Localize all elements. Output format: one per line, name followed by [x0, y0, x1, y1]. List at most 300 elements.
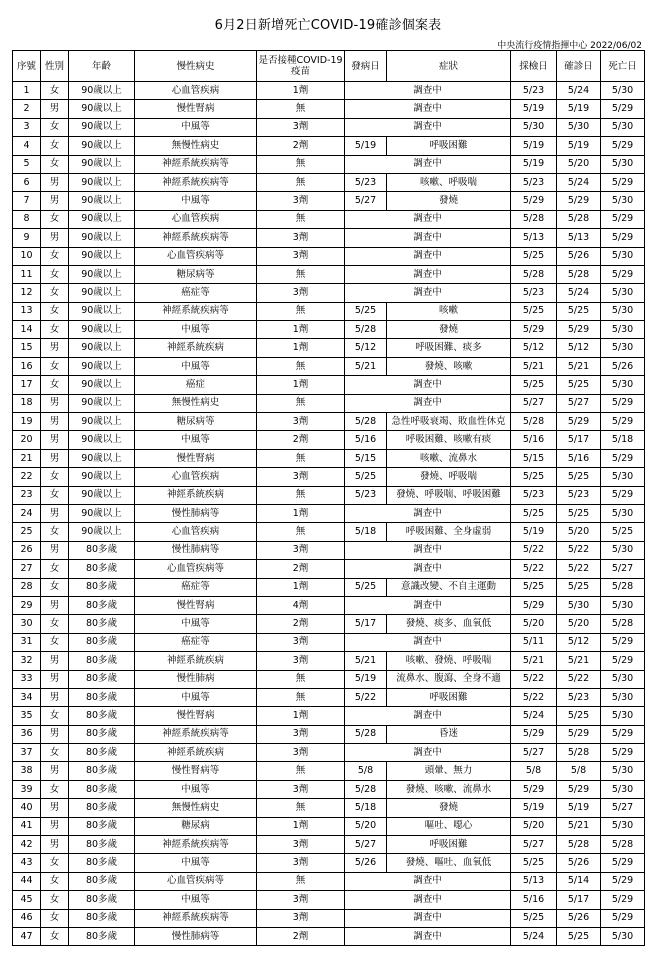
table-row [13, 817, 645, 835]
cell-death-date: 5/29 [601, 210, 645, 228]
cell-confirm-date: 5/16 [557, 449, 601, 467]
cell-sample-date: 5/27 [511, 744, 557, 762]
cell-onset: 5/23 [345, 173, 387, 191]
cell-confirm-date: 5/30 [557, 118, 601, 136]
cell-sex: 女 [41, 357, 69, 375]
cell-death-date: 5/30 [601, 762, 645, 780]
cell-no: 2 [13, 100, 41, 118]
cell-vaccine: 無 [257, 670, 345, 688]
cell-sample-date: 5/25 [511, 854, 557, 872]
cell-symptom: 調查中 [345, 265, 511, 283]
cell-confirm-date: 5/25 [557, 376, 601, 394]
cell-symptom: 調查中 [345, 118, 511, 136]
cell-onset: 5/22 [345, 688, 387, 706]
cell-sample-date: 5/16 [511, 891, 557, 909]
cell-sample-date: 5/24 [511, 707, 557, 725]
cell-sample-date: 5/12 [511, 339, 557, 357]
cell-history: 心血管疾病等 [135, 247, 257, 265]
cell-confirm-date: 5/12 [557, 339, 601, 357]
cell-death-date: 5/29 [601, 100, 645, 118]
table-row [13, 504, 645, 522]
cell-sex: 男 [41, 192, 69, 210]
cell-sex: 男 [41, 836, 69, 854]
cell-vaccine: 3劑 [257, 247, 345, 265]
cell-death-date: 5/28 [601, 578, 645, 596]
cell-history: 慢性肺病 [135, 670, 257, 688]
cell-sex: 女 [41, 210, 69, 228]
table-row [13, 265, 645, 283]
cell-death-date: 5/30 [601, 302, 645, 320]
cell-no: 31 [13, 633, 41, 651]
cell-vaccine: 2劑 [257, 927, 345, 945]
cell-sex: 女 [41, 82, 69, 100]
table-row [13, 413, 645, 431]
cell-sample-date: 5/25 [511, 376, 557, 394]
table-row [13, 725, 645, 743]
cell-age: 80多歲 [69, 817, 135, 835]
cell-confirm-date: 5/20 [557, 523, 601, 541]
cell-history: 神經系統疾病等 [135, 173, 257, 191]
cell-no: 18 [13, 394, 41, 412]
cell-history: 中風等 [135, 780, 257, 798]
cell-age: 80多歲 [69, 633, 135, 651]
cell-no: 6 [13, 173, 41, 191]
table-row [13, 155, 645, 173]
cell-death-date: 5/30 [601, 118, 645, 136]
cell-sex: 男 [41, 541, 69, 559]
cell-no: 9 [13, 229, 41, 247]
cell-age: 80多歲 [69, 891, 135, 909]
cell-sex: 男 [41, 817, 69, 835]
cell-confirm-date: 5/26 [557, 247, 601, 265]
cell-death-date: 5/30 [601, 707, 645, 725]
cell-confirm-date: 5/25 [557, 302, 601, 320]
cell-no: 19 [13, 413, 41, 431]
cell-vaccine: 3劑 [257, 909, 345, 927]
cell-age: 80多歲 [69, 725, 135, 743]
cell-sex: 女 [41, 321, 69, 339]
cell-vaccine: 無 [257, 762, 345, 780]
cell-death-date: 5/30 [601, 817, 645, 835]
table-row [13, 229, 645, 247]
cell-death-date: 5/29 [601, 725, 645, 743]
cell-sex: 女 [41, 891, 69, 909]
cell-death-date: 5/30 [601, 376, 645, 394]
table-row [13, 210, 645, 228]
cell-confirm-date: 5/14 [557, 872, 601, 890]
cell-death-date: 5/29 [601, 394, 645, 412]
cell-no: 47 [13, 927, 41, 945]
cell-history: 中風等 [135, 891, 257, 909]
table-row [13, 891, 645, 909]
cell-age: 80多歲 [69, 836, 135, 854]
cell-sex: 男 [41, 688, 69, 706]
cell-sample-date: 5/23 [511, 173, 557, 191]
cell-sex: 男 [41, 799, 69, 817]
cell-confirm-date: 5/19 [557, 137, 601, 155]
cell-confirm-date: 5/28 [557, 744, 601, 762]
cell-history: 心血管疾病等 [135, 872, 257, 890]
table-row [13, 688, 645, 706]
cell-confirm-date: 5/8 [557, 762, 601, 780]
cell-vaccine: 3劑 [257, 468, 345, 486]
cell-symptom: 調查中 [345, 155, 511, 173]
cell-symptom: 流鼻水、腹瀉、全身不適 [387, 670, 511, 688]
cell-history: 慢性腎病 [135, 449, 257, 467]
cell-sex: 女 [41, 376, 69, 394]
cell-confirm-date: 5/26 [557, 909, 601, 927]
cell-symptom: 發燒、呼吸喘、呼吸困難 [387, 486, 511, 504]
cell-symptom: 咳嗽、流鼻水 [387, 449, 511, 467]
table-row [13, 82, 645, 100]
header-vaccine: 是否接種COVID-19疫苗 [257, 51, 345, 82]
cell-confirm-date: 5/24 [557, 173, 601, 191]
cell-no: 23 [13, 486, 41, 504]
table-row [13, 670, 645, 688]
cell-history: 心血管疾病等 [135, 560, 257, 578]
cell-sample-date: 5/8 [511, 762, 557, 780]
cell-vaccine: 3劑 [257, 284, 345, 302]
cell-death-date: 5/29 [601, 265, 645, 283]
cell-no: 17 [13, 376, 41, 394]
table-row [13, 431, 645, 449]
cell-death-date: 5/25 [601, 523, 645, 541]
cell-symptom: 調查中 [345, 927, 511, 945]
cell-symptom: 調查中 [345, 633, 511, 651]
cell-history: 癌症等 [135, 284, 257, 302]
cell-history: 心血管疾病 [135, 523, 257, 541]
cell-sex: 女 [41, 265, 69, 283]
cell-sample-date: 5/20 [511, 817, 557, 835]
cell-symptom: 呼吸困難、全身虛弱 [387, 523, 511, 541]
cell-death-date: 5/30 [601, 321, 645, 339]
cell-symptom: 調查中 [345, 560, 511, 578]
cell-onset: 5/21 [345, 652, 387, 670]
cell-sex: 女 [41, 137, 69, 155]
cell-death-date: 5/28 [601, 615, 645, 633]
cell-age: 90歲以上 [69, 118, 135, 136]
cell-no: 29 [13, 596, 41, 614]
cell-age: 90歲以上 [69, 247, 135, 265]
cell-sample-date: 5/29 [511, 192, 557, 210]
table-row [13, 762, 645, 780]
table-row [13, 284, 645, 302]
cell-age: 90歲以上 [69, 504, 135, 522]
cell-vaccine: 無 [257, 449, 345, 467]
table-row [13, 339, 645, 357]
cell-age: 90歲以上 [69, 486, 135, 504]
cell-no: 40 [13, 799, 41, 817]
cell-confirm-date: 5/29 [557, 725, 601, 743]
cell-no: 16 [13, 357, 41, 375]
cell-death-date: 5/30 [601, 504, 645, 522]
cell-vaccine: 3劑 [257, 725, 345, 743]
cell-symptom: 急性呼吸衰竭、敗血性休克 [387, 413, 511, 431]
table-row [13, 707, 645, 725]
cell-vaccine: 1劑 [257, 339, 345, 357]
cell-symptom: 發燒、咳嗽 [387, 357, 511, 375]
cell-sample-date: 5/27 [511, 836, 557, 854]
cell-age: 90歲以上 [69, 376, 135, 394]
cell-vaccine: 3劑 [257, 891, 345, 909]
cell-no: 11 [13, 265, 41, 283]
cell-onset: 5/27 [345, 836, 387, 854]
cell-age: 80多歲 [69, 927, 135, 945]
cell-sex: 女 [41, 560, 69, 578]
table-row [13, 376, 645, 394]
cell-no: 1 [13, 82, 41, 100]
cell-vaccine: 無 [257, 357, 345, 375]
cell-age: 90歲以上 [69, 192, 135, 210]
cell-history: 慢性肺病等 [135, 504, 257, 522]
table-row [13, 541, 645, 559]
cell-history: 慢性肺病等 [135, 541, 257, 559]
cell-history: 慢性腎病 [135, 707, 257, 725]
cell-symptom: 調查中 [345, 744, 511, 762]
table-row [13, 394, 645, 412]
cell-age: 80多歲 [69, 578, 135, 596]
cell-symptom: 調查中 [345, 229, 511, 247]
cell-death-date: 5/29 [601, 652, 645, 670]
cell-sample-date: 5/25 [511, 909, 557, 927]
table-row [13, 633, 645, 651]
cell-age: 80多歲 [69, 541, 135, 559]
cell-onset: 5/25 [345, 578, 387, 596]
cell-confirm-date: 5/23 [557, 688, 601, 706]
cell-no: 46 [13, 909, 41, 927]
cell-sex: 女 [41, 247, 69, 265]
cell-no: 34 [13, 688, 41, 706]
cell-confirm-date: 5/13 [557, 229, 601, 247]
cell-history: 中風等 [135, 615, 257, 633]
cell-age: 90歲以上 [69, 284, 135, 302]
cell-sex: 男 [41, 394, 69, 412]
cell-symptom: 調查中 [345, 909, 511, 927]
cell-symptom: 調查中 [345, 891, 511, 909]
cell-sample-date: 5/22 [511, 688, 557, 706]
table-row [13, 449, 645, 467]
cell-confirm-date: 5/25 [557, 504, 601, 522]
cell-age: 90歲以上 [69, 100, 135, 118]
cell-sample-date: 5/15 [511, 449, 557, 467]
cell-symptom: 調查中 [345, 394, 511, 412]
cell-history: 神經系統疾病 [135, 744, 257, 762]
cell-no: 3 [13, 118, 41, 136]
cell-sex: 男 [41, 229, 69, 247]
cell-confirm-date: 5/19 [557, 100, 601, 118]
cell-sample-date: 5/25 [511, 468, 557, 486]
cell-history: 神經系統疾病等 [135, 836, 257, 854]
header-death-date: 死亡日 [601, 51, 645, 82]
table-row [13, 578, 645, 596]
cell-sample-date: 5/19 [511, 155, 557, 173]
cell-confirm-date: 5/24 [557, 284, 601, 302]
cell-history: 糖尿病 [135, 817, 257, 835]
cell-sex: 男 [41, 431, 69, 449]
cell-symptom: 頭暈、無力 [387, 762, 511, 780]
cell-confirm-date: 5/25 [557, 468, 601, 486]
cell-no: 13 [13, 302, 41, 320]
table-row [13, 909, 645, 927]
cell-symptom: 呼吸困難 [387, 688, 511, 706]
cell-sex: 男 [41, 449, 69, 467]
cell-sample-date: 5/30 [511, 118, 557, 136]
cell-symptom: 發燒、咳嗽、流鼻水 [387, 780, 511, 798]
cell-age: 90歲以上 [69, 173, 135, 191]
cell-death-date: 5/27 [601, 560, 645, 578]
cell-symptom: 發燒、痰多、血氧低 [387, 615, 511, 633]
cell-sex: 男 [41, 100, 69, 118]
cell-vaccine: 無 [257, 100, 345, 118]
cell-confirm-date: 5/17 [557, 891, 601, 909]
table-row [13, 872, 645, 890]
cell-confirm-date: 5/20 [557, 615, 601, 633]
cell-no: 33 [13, 670, 41, 688]
cell-history: 中風等 [135, 192, 257, 210]
cell-no: 42 [13, 836, 41, 854]
cell-symptom: 調查中 [345, 247, 511, 265]
cell-death-date: 5/30 [601, 780, 645, 798]
cell-death-date: 5/29 [601, 872, 645, 890]
cell-age: 90歲以上 [69, 210, 135, 228]
cell-sample-date: 5/24 [511, 927, 557, 945]
cell-sample-date: 5/21 [511, 652, 557, 670]
cell-onset: 5/27 [345, 192, 387, 210]
cell-death-date: 5/30 [601, 82, 645, 100]
cell-confirm-date: 5/27 [557, 394, 601, 412]
cell-death-date: 5/30 [601, 339, 645, 357]
cell-onset: 5/28 [345, 321, 387, 339]
cell-onset: 5/15 [345, 449, 387, 467]
cell-sample-date: 5/22 [511, 541, 557, 559]
cell-sample-date: 5/23 [511, 486, 557, 504]
cell-sex: 女 [41, 155, 69, 173]
cell-no: 24 [13, 504, 41, 522]
header-age: 年齡 [69, 51, 135, 82]
cell-no: 37 [13, 744, 41, 762]
cell-age: 90歲以上 [69, 449, 135, 467]
cell-symptom: 昏迷 [387, 725, 511, 743]
cell-history: 心血管疾病 [135, 82, 257, 100]
table-row [13, 321, 645, 339]
cell-sample-date: 5/21 [511, 357, 557, 375]
cell-sample-date: 5/22 [511, 560, 557, 578]
cell-sample-date: 5/19 [511, 100, 557, 118]
cell-sex: 女 [41, 302, 69, 320]
cell-death-date: 5/30 [601, 541, 645, 559]
cell-death-date: 5/30 [601, 155, 645, 173]
cell-vaccine: 3劑 [257, 836, 345, 854]
cell-history: 中風等 [135, 118, 257, 136]
cell-symptom: 調查中 [345, 707, 511, 725]
cell-confirm-date: 5/24 [557, 82, 601, 100]
table-row [13, 615, 645, 633]
table-row [13, 357, 645, 375]
cell-sample-date: 5/22 [511, 670, 557, 688]
table-row [13, 744, 645, 762]
cell-no: 28 [13, 578, 41, 596]
cell-sex: 女 [41, 284, 69, 302]
cell-history: 糖尿病等 [135, 265, 257, 283]
cell-no: 8 [13, 210, 41, 228]
cell-age: 90歲以上 [69, 321, 135, 339]
cell-sample-date: 5/29 [511, 321, 557, 339]
cell-age: 90歲以上 [69, 468, 135, 486]
cell-confirm-date: 5/28 [557, 836, 601, 854]
cell-confirm-date: 5/25 [557, 707, 601, 725]
cell-sex: 男 [41, 652, 69, 670]
cell-onset: 5/28 [345, 413, 387, 431]
cell-no: 26 [13, 541, 41, 559]
table-row [13, 247, 645, 265]
cell-vaccine: 3劑 [257, 652, 345, 670]
cell-age: 90歲以上 [69, 302, 135, 320]
cell-death-date: 5/30 [601, 670, 645, 688]
cell-age: 90歲以上 [69, 357, 135, 375]
cell-symptom: 發燒 [387, 321, 511, 339]
cell-death-date: 5/29 [601, 173, 645, 191]
cell-age: 90歲以上 [69, 155, 135, 173]
table-row [13, 118, 645, 136]
table-row [13, 486, 645, 504]
cell-symptom: 咳嗽、發燒、呼吸喘 [387, 652, 511, 670]
cell-confirm-date: 5/23 [557, 486, 601, 504]
cell-vaccine: 無 [257, 486, 345, 504]
cell-vaccine: 2劑 [257, 137, 345, 155]
cell-death-date: 5/29 [601, 486, 645, 504]
cell-onset: 5/23 [345, 486, 387, 504]
case-table [12, 50, 645, 946]
cell-vaccine: 1劑 [257, 82, 345, 100]
cell-vaccine: 2劑 [257, 431, 345, 449]
cell-confirm-date: 5/22 [557, 560, 601, 578]
cell-vaccine: 3劑 [257, 541, 345, 559]
table-row [13, 799, 645, 817]
cell-sample-date: 5/25 [511, 504, 557, 522]
cell-no: 10 [13, 247, 41, 265]
cell-confirm-date: 5/26 [557, 854, 601, 872]
header-symptom: 症狀 [387, 51, 511, 82]
cell-no: 41 [13, 817, 41, 835]
table-row [13, 100, 645, 118]
cell-history: 無慢性病史 [135, 137, 257, 155]
cell-no: 32 [13, 652, 41, 670]
cell-death-date: 5/29 [601, 449, 645, 467]
cell-sample-date: 5/13 [511, 872, 557, 890]
cell-onset: 5/21 [345, 357, 387, 375]
cell-vaccine: 3劑 [257, 780, 345, 798]
cell-death-date: 5/30 [601, 468, 645, 486]
cell-age: 80多歲 [69, 799, 135, 817]
cell-vaccine: 1劑 [257, 376, 345, 394]
cell-history: 神經系統疾病等 [135, 229, 257, 247]
table-row [13, 302, 645, 320]
cell-death-date: 5/29 [601, 137, 645, 155]
cell-history: 慢性肺病等 [135, 927, 257, 945]
table-body [13, 82, 645, 946]
cell-onset: 5/8 [345, 762, 387, 780]
cell-onset: 5/28 [345, 780, 387, 798]
cell-sample-date: 5/20 [511, 615, 557, 633]
cell-onset: 5/18 [345, 799, 387, 817]
cell-sample-date: 5/29 [511, 780, 557, 798]
cell-sex: 女 [41, 780, 69, 798]
cell-no: 36 [13, 725, 41, 743]
cell-history: 中風等 [135, 688, 257, 706]
cell-no: 5 [13, 155, 41, 173]
cell-symptom: 發燒、呼吸喘 [387, 468, 511, 486]
cell-symptom: 意識改變、不自主運動 [387, 578, 511, 596]
